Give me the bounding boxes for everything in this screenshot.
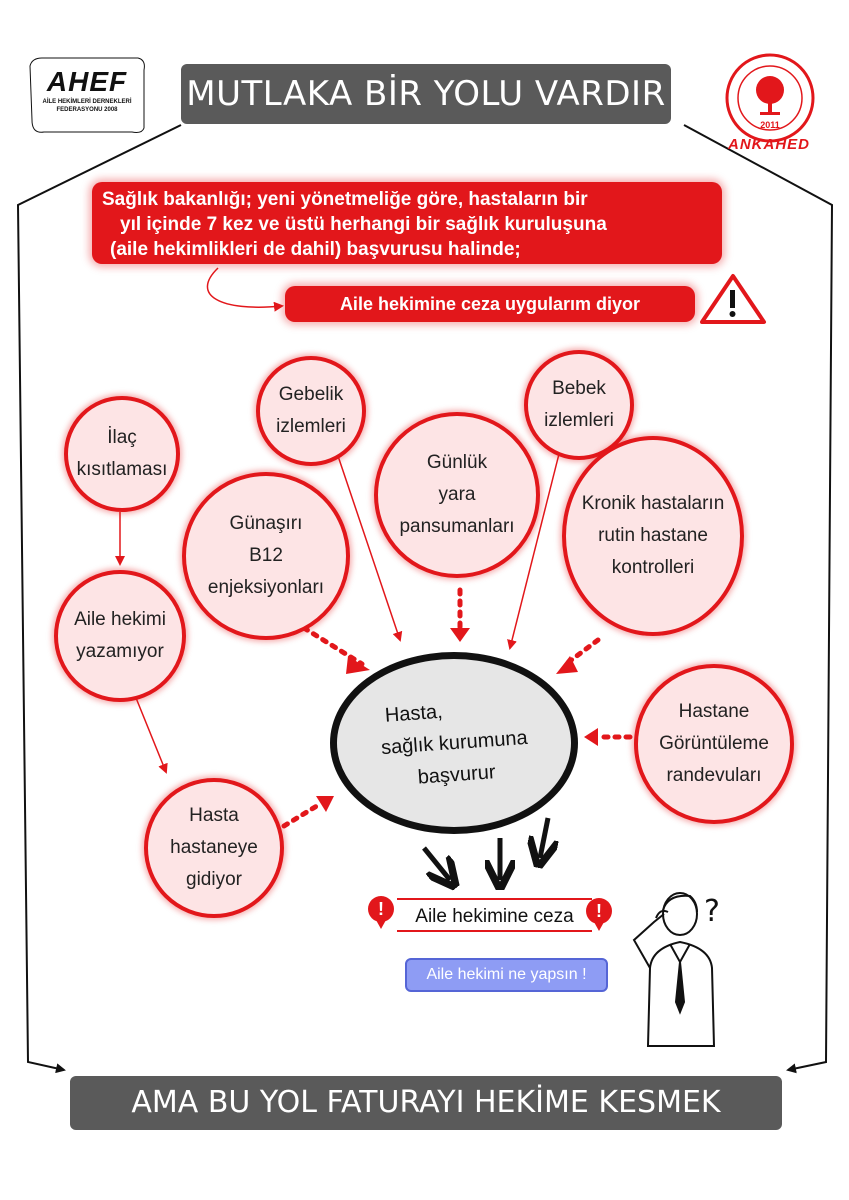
bubble-gunasiri-line: enjeksiyonları bbox=[207, 577, 325, 598]
bubble-hastaneye-line: Hasta bbox=[189, 805, 239, 826]
bubble-gunasiri-line: B12 bbox=[249, 545, 283, 566]
ankahed-logo-arc bbox=[1, 1, 2, 2]
yazamiyor-to-hastaneye-arrow bbox=[132, 688, 166, 772]
bubble-bebek-line: Bebek bbox=[552, 378, 606, 399]
ankahed-logo bbox=[724, 52, 816, 144]
bubble-hastaneye-line: hastaneye bbox=[170, 837, 258, 858]
bubble-goruntuleme-line: Hastane bbox=[678, 701, 750, 722]
bubble-kronik bbox=[562, 436, 744, 636]
intro-line-1: Sağlık bakanlığı; yeni yönetmeliğe göre, hastaların bir bbox=[102, 189, 588, 210]
bubble-gebelik bbox=[256, 356, 366, 466]
bubble-kronik-line: Kronik hastaların bbox=[581, 493, 725, 514]
warning-icon bbox=[702, 276, 764, 322]
intro-to-penalty-arrow bbox=[207, 268, 282, 307]
intro-line-3: (aile hekimlikleri de dahil) başvurusu halinde; bbox=[110, 239, 521, 260]
bubble-gunluk-line: yara bbox=[438, 484, 476, 505]
alert-pin-icon: ! bbox=[586, 898, 612, 924]
ankahed-year: 2011 bbox=[760, 120, 780, 130]
page-title: MUTLAKA BİR YOLU VARDIR ! bbox=[181, 64, 671, 124]
question-label: Aile hekimi ne yapsın ! bbox=[405, 958, 608, 992]
bubble-yazamiyor-line: yazamıyor bbox=[76, 641, 164, 662]
center-down-arrow-3 bbox=[540, 818, 548, 858]
intro-line-2: yıl içinde 7 kez ve üstü herhangi bir sağlık kuruluşuna bbox=[120, 214, 607, 235]
bubble-yazamiyor bbox=[54, 570, 186, 702]
bubble-bebek-line: izlemleri bbox=[544, 410, 614, 431]
bubble-ilac bbox=[64, 396, 180, 512]
bubble-goruntuleme-line: Görüntüleme bbox=[659, 733, 769, 754]
footer-banner: AMA BU YOL FATURAYI HEKİME KESMEK DEĞİLDİR! bbox=[70, 1076, 782, 1130]
bubble-hastaneye-line: gidiyor bbox=[186, 869, 242, 890]
bubble-gunluk-line: Günlük bbox=[426, 452, 488, 473]
center-node-patient bbox=[330, 652, 578, 834]
bubble-gunasiri bbox=[182, 472, 350, 640]
penalty-statement: Aile hekimine ceza uygularım diyor bbox=[285, 286, 695, 322]
alert-pin-icon: ! bbox=[368, 896, 394, 922]
hastaneye-dotted-arrow bbox=[284, 804, 320, 826]
intro-statement bbox=[92, 182, 722, 264]
center-node-line: Hasta, bbox=[383, 700, 443, 727]
bubble-gunasiri-line: Günaşırı bbox=[229, 513, 303, 534]
bubble-kronik-line: rutin hastane bbox=[598, 525, 708, 546]
bubble-kronik-line: kontrolleri bbox=[611, 557, 695, 578]
bubble-ilac-line: İlaç bbox=[107, 427, 137, 448]
ahef-logo-subtitle: AİLE HEKİMLERİ DERNEKLERİ FEDERASYONU 2008 bbox=[42, 99, 132, 113]
center-node-line: başvurur bbox=[416, 761, 496, 789]
gunasiri-dotted-arrow bbox=[304, 628, 362, 664]
center-node-line: sağlık kurumuna bbox=[380, 726, 528, 760]
bubble-goruntuleme bbox=[634, 664, 794, 824]
ahef-logo-name: AHEF bbox=[46, 66, 128, 97]
bubble-gunluk bbox=[374, 412, 540, 578]
center-down-arrow-1 bbox=[424, 848, 450, 880]
thinking-person-icon bbox=[634, 893, 714, 1046]
bubble-yazamiyor-line: Aile hekimi bbox=[74, 609, 166, 630]
bubble-goruntuleme-line: randevuları bbox=[666, 765, 762, 786]
bubble-gunluk-line: pansumanları bbox=[399, 516, 515, 537]
bubble-hastaneye bbox=[144, 778, 284, 918]
bubble-gebelik-line: izlemleri bbox=[276, 416, 346, 437]
ankahed-logo-name: ANKAHED bbox=[728, 136, 810, 153]
bubble-ilac-line: kısıtlaması bbox=[76, 459, 168, 480]
question-mark-icon: ? bbox=[704, 894, 720, 929]
bubble-gebelik-line: Gebelik bbox=[278, 384, 344, 405]
result-label: Aile hekimine ceza bbox=[397, 898, 592, 932]
